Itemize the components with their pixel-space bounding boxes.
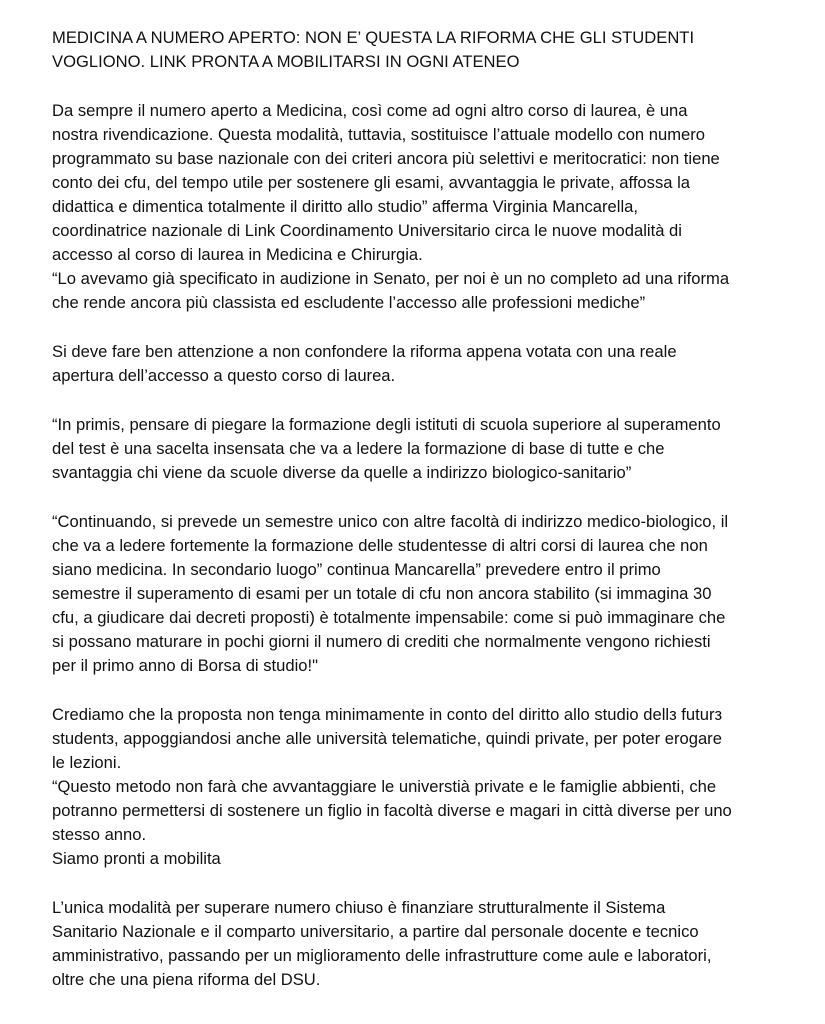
text-line: conto dei cfu, del tempo utile per sostenere gli esami, avvantaggia le private, affossa la [52,173,691,192]
paragraph-spacer [52,388,792,413]
paragraph-2 [52,340,792,388]
text-line: cfu, a giudicare dai decreti proposti) è totalmente impensabile: come si può immaginare che [52,608,726,627]
text-line: amministrativo, passando per un miglioramento delle infrastrutture come aule e laboratori, [52,946,712,965]
paragraph-spacer [52,678,792,703]
text-line: “Questo metodo non farà che avvantaggiare le universtià private e le famiglie abbienti, che [52,777,717,796]
text-line: Sanitario Nazionale e il comparto universitario, a partire dal personale docente e tecnico [52,922,699,941]
text-line: per il primo anno di Borsa di studio!" [52,656,318,675]
text-line: semestre il superamento di esami per un totale di cfu non ancora stabilito (si immagina 30 [52,584,712,603]
text-line: studentз, appoggiandosi anche alle università telematiche, quindi private, per poter erogare [52,729,722,748]
text-line: si possano maturare in pochi giorni il numero di crediti che normalmente vengono richiesti [52,632,711,651]
text-line: accesso al corso di laurea in Medicina e Chirurgia. [52,245,423,264]
text-line: coordinatrice nazionale di Link Coordinamento Universitario circa le nuove modalità di [52,221,682,240]
paragraph-spacer [52,74,792,99]
text-line: L’unica modalità per superare numero chiuso è finanziare strutturalmente il Sistema [52,898,666,917]
text-line: siano medicina. In secondario luogo” continua Mancarella” prevedere entro il primo [52,560,661,579]
title-line: MEDICINA A NUMERO APERTO: NON E’ QUESTA LA RIFORMA CHE GLI STUDENTI [52,28,695,47]
text-line: stesso anno. [52,825,147,844]
text-line: oltre che una piena riforma del DSU. [52,970,321,989]
text-line: “In primis, pensare di piegare la formazione degli istituti di scuola superiore al superamento [52,415,721,434]
text-line: “Continuando, si prevede un semestre unico con altre facoltà di indirizzo medico-biologico, il [52,512,729,531]
text-line: Siamo pronti a mobilita [52,849,221,868]
paragraph-4 [52,510,792,678]
text-line: nostra rivendicazione. Questa modalità, tuttavia, sostituisce l’attuale modello con numero [52,125,706,144]
text-line: che rende ancora più classista ed escludente l’accesso alle professioni mediche” [52,293,646,312]
text-line: Da sempre il numero aperto a Medicina, così come ad ogni altro corso di laurea, è una [52,101,688,120]
text-line: potranno permettersi di sostenere un figlio in facoltà diverse e magari in città diverse per uno [52,801,732,820]
paragraph-1 [52,99,792,315]
press-release-document [52,26,792,992]
document-title [52,26,792,74]
text-line: didattica e dimentica totalmente il diritto allo studio” afferma Virginia Mancarella, [52,197,638,216]
paragraph-spacer [52,315,792,340]
text-line: programmato su base nazionale con dei criteri ancora più selettivi e meritocratici: non tiene [52,149,720,168]
text-line: “Lo avevamo già specificato in audizione in Senato, per noi è un no completo ad una riforma [52,269,730,288]
paragraph-3 [52,413,792,485]
text-line: apertura dell’accesso a questo corso di laurea. [52,366,396,385]
text-line: Si deve fare ben attenzione a non confondere la riforma appena votata con una reale [52,342,677,361]
paragraph-spacer [52,485,792,510]
title-line: VOGLIONO. LINK PRONTA A MOBILITARSI IN OGNI ATENEO [52,52,520,71]
text-line: le lezioni. [52,753,122,772]
text-line: Crediamo che la proposta non tenga minimamente in conto del diritto allo studio dellз futurз [52,705,723,724]
text-line: del test è una sacelta insensata che va a ledere la formazione di base di tutte e che [52,439,665,458]
paragraph-spacer [52,871,792,896]
paragraph-5 [52,703,792,871]
text-line: che va a ledere fortemente la formazione delle studentesse di altri corsi di laurea che non [52,536,708,555]
paragraph-6 [52,896,792,992]
text-line: svantaggia chi viene da scuole diverse da quelle a indirizzo biologico-sanitario” [52,463,632,482]
